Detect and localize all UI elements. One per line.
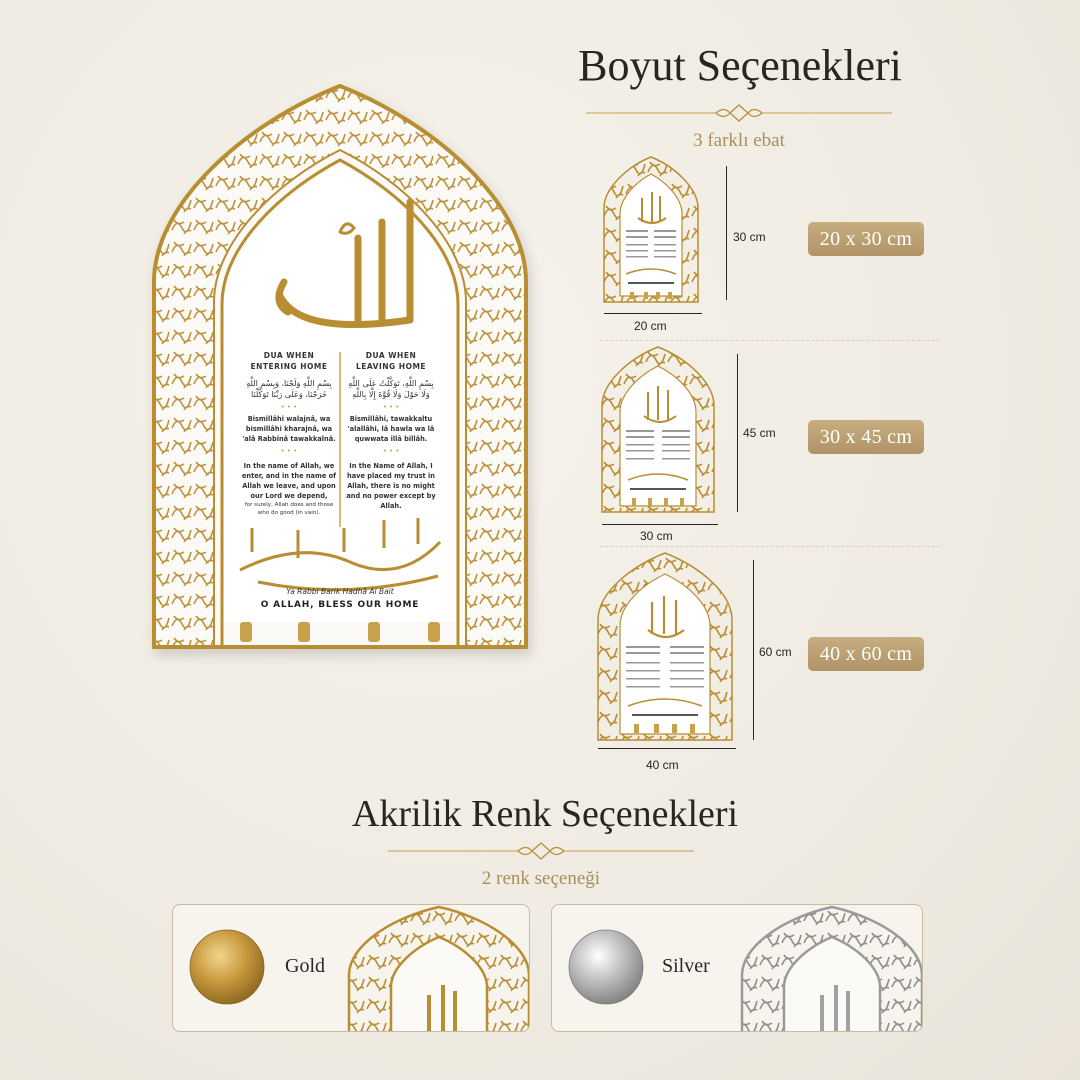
height-line-medium (737, 354, 738, 512)
leaving-heading-1: DUA WHEN (365, 351, 417, 360)
size-thumb-medium (600, 346, 716, 518)
plaque-footer-italic: Ya Rabbi Barik Hadhâ Al Bait (286, 587, 394, 596)
width-line-large (598, 748, 736, 749)
entering-heading-2: ENTERING HOME (250, 362, 328, 371)
entering-heading-1: DUA WHEN (263, 351, 315, 360)
width-label-medium: 30 cm (640, 529, 673, 543)
size-divider-1 (600, 340, 940, 341)
leaving-translit: Bismillâhi, tawakkaltu 'alallâhi, lâ hawla wa lâ quwwata illâ billâh. (347, 415, 435, 443)
height-label-medium: 45 cm (743, 426, 776, 440)
entering-arabic-1: بِسْمِ اللَّهِ وَلَجْنَا، وَبِسْمِ اللَّهِ (246, 379, 332, 388)
gold-swatch-icon (189, 929, 265, 1005)
colors-ornament (388, 842, 694, 860)
leaving-arabic-2: وَلَا حَوْلَ وَلَا قُوَّةَ إِلَّا بِاللَّهِ (352, 390, 430, 399)
size-thumb-small (602, 156, 700, 308)
height-line-small (726, 166, 727, 300)
colors-subtitle: 2 renk seçeneği (481, 868, 601, 889)
width-label-small: 20 cm (634, 319, 667, 333)
plaque-left-column: DUA WHEN ENTERING HOME بِسْمِ اللَّهِ وَلَجْنَا، وَبِسْمِ اللَّهِ خَرَجْنَا، وَعَلَى رَبِّنَا تَوَكَّلْنَا • • • Bismillâhi walajnâ, wa bismillâhi kharajnâ, wa 'alâ Rabbinâ tawakkalnâ. • • • In the name of Allah, we enter, and in the name of Allah we leave, and upon our Lord we depend, for surely, Allah does and those who do good (in vain). (241, 351, 337, 516)
entering-translit: Bismillâhi walajnâ, wa bismillâhi kharajnâ, wa 'alâ Rabbinâ tawakkalnâ. (242, 415, 336, 443)
width-label-large: 40 cm (646, 758, 679, 772)
leaving-heading-2: LEAVING HOME (355, 362, 427, 371)
height-label-large: 60 cm (759, 645, 792, 659)
sizes-ornament (586, 104, 892, 122)
width-line-small (604, 313, 702, 314)
sizes-subtitle: 3 farklı ebat (693, 130, 785, 151)
color-option-gold[interactable] (172, 904, 530, 1032)
gold-label: Gold (285, 955, 325, 977)
leaving-english: In the Name of Allah, I have placed my trust in Allah, there is no might and no power except by Allah. (346, 462, 436, 510)
size-divider-2 (600, 546, 940, 547)
color-option-silver[interactable] (551, 904, 923, 1032)
size-pill-20x30[interactable]: 20 x 30 cm (808, 222, 924, 256)
sizes-title: Boyut Seçenekleri (578, 41, 902, 90)
entering-note: for surely, Allah does and those who do good (in vain). (244, 502, 334, 516)
silver-label: Silver (662, 955, 710, 977)
plaque-right-column: DUA WHEN LEAVING HOME بِسْمِ اللَّهِ، تَوَكَّلْتُ عَلَى اللَّهِ وَلَا حَوْلَ وَلَا قُوَّةَ إِلَّا بِاللَّهِ • • • Bismillâhi, tawakkaltu 'alallâhi, lâ hawla wa lâ quwwata illâ billâh. • • • In the Name of Allah, I have placed my trust in Allah, there is no might and no power except by Allah. (342, 350, 440, 511)
height-label-small: 30 cm (733, 230, 766, 244)
size-pill-40x60[interactable]: 40 x 60 cm (808, 637, 924, 671)
width-line-medium (602, 524, 718, 525)
leaving-arabic-1: بِسْمِ اللَّهِ، تَوَكَّلْتُ عَلَى اللَّهِ (348, 379, 434, 388)
colors-title: Akrilik Renk Seçenekleri (351, 793, 739, 835)
main-plaque (148, 82, 532, 657)
entering-arabic-2: خَرَجْنَا، وَعَلَى رَبِّنَا تَوَكَّلْنَا (251, 390, 327, 399)
size-thumb-large (596, 552, 734, 746)
silver-swatch-icon (568, 929, 644, 1005)
plaque-footer-bold: O ALLAH, BLESS OUR HOME (260, 600, 420, 610)
height-line-large (753, 560, 754, 740)
size-pill-30x45[interactable]: 30 x 45 cm (808, 420, 924, 454)
entering-english: In the name of Allah, we enter, and in the name of Allah we leave, and upon our Lord we depend, (241, 462, 337, 500)
